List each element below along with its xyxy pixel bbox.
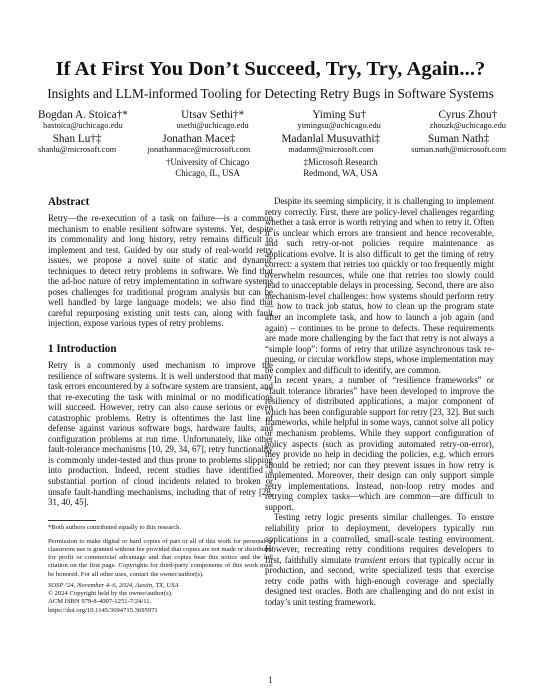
author (282, 133, 381, 154)
affiliation-name: ‡Microsoft Research (303, 157, 378, 167)
doi-link[interactable]: https://doi.org/10.1145/3694715.3695971 (48, 606, 158, 614)
author-email: shanlu@microsoft.com (38, 145, 117, 154)
body-paragraph: In recent years, a number of “resilience frameworks” or “fault tolerance libraries” have been developed to improve the resiliency of distributed applications, a major component of which has been configurable support for retry [23, 32]. But such frameworks, while helpful in some ways, cannot solve all policy or mechanism problems. While they support configuration of policy aspects (such as providing automated retry-on-error), they provide no help in deciding the policies, e.g. which errors should be retried; nor can they prevent issues in how retry is implemented. Moreover, their design can only support simple retry implementations. Instead, non-loop retry modes and retrying complex tasks—which are common—are difficult to support. (265, 375, 494, 512)
author-email: yimingsu@uchicago.edu (297, 121, 381, 130)
affiliation-location: Chicago, IL, USA (175, 168, 240, 178)
author-row-2 (38, 133, 506, 154)
author-email: zhouzk@uchicago.edu (429, 121, 506, 130)
affiliation (166, 157, 249, 179)
body-text: Testing retry logic presents similar challenges. To ensure reliability prior to deployment, developers typically run applications in a controlled, small-scale testing environment. However, recreating retry conditions requires developers to first, faithfully simulate (265, 512, 494, 565)
author-name: Utsav Sethi†* (181, 109, 245, 121)
affiliation-location: Redmond, WA, USA (303, 168, 379, 178)
permission-notice: Permission to make digital or hard copies of part or all of this work for personal or classroom use is granted without fee provided that copies are not made or distributed for profit or commercial advantage and that copies bear this notice and the full citation on the first page. Copyrights for third-party components of this work must be honored. For all other uses, contact the owner/author(s). (48, 537, 273, 578)
author-block (38, 109, 506, 179)
intro-text: Retry is a commonly used mechanism to improve the resilience of software systems. It is well understood that many task errors encountered by a software system are transient, and that re-executing the task with minimal or no modifications will succeed. However, retry can also cause serious or even catastrophic problems. Retry is oftentimes the last line of defense against various software bugs, hardware faults, and configuration problems at run time. Unfortunately, like other fault-tolerance mechanisms [10, 29, 34, 67], retry functionality is commonly under-tested and thus prone to problems slipping into production. Indeed, recent studies have identified a substantial portion of cloud incidents related to broken or unsafe fault-handling mechanisms, including that of retry [28, 31, 40, 45]. (48, 360, 273, 508)
author-email: jonathanmace@microsoft.com (147, 145, 251, 154)
author-name: Madanlal Musuvathi‡ (281, 133, 381, 145)
author (430, 109, 506, 130)
author-email: usethi@uchicago.edu (176, 121, 249, 130)
page-number: 1 (268, 675, 273, 685)
paper-subtitle: Insights and LLM-informed Tooling for Detecting Retry Bugs in Software Systems (47, 86, 494, 101)
author (298, 109, 381, 130)
venue-line: SOSP ’24, November 4–6, 2024, Austin, TX, USA (48, 581, 179, 589)
author (38, 133, 116, 154)
author (147, 133, 250, 154)
affiliation (303, 157, 378, 179)
author-email: bastoica@uchicago.edu (43, 121, 123, 130)
author-row-1 (38, 109, 506, 130)
body-paragraph: Despite its seeming simplicity, it is challenging to implement retry correctly. First, there are policy-level challenges regarding whether a task error is worth retrying and when to retry it. Often it is unclear which errors are transient and hence recoverable, and such retry-or-not policies require maintenance as applications evolve. It is also difficult to get the timing of retry correct: a system that retries too quickly or too frequently might overwhelm resources, while one that retries too slowly could lead to unacceptable delays in processing. Second, there are also mechanism-level challenges: how systems should perform retry — how to track job status, how to clean up the program state after an incomplete task, and how to launch a job again (and again) – continues to be prone to defects. These requirements are made more challenging by the fact that retry is not always a “simple loop”: forms of retry that utilize asynchronous task re-queuing, or circular workflow steps, whose implementation may be complex and difficult to identify, are common. (265, 196, 494, 375)
author-email: madanm@microsoft.com (288, 145, 374, 154)
author (411, 133, 506, 154)
equal-contribution-footnote: *Both authors contributed equally to this research. (48, 523, 182, 531)
author-name: Yiming Su† (312, 109, 367, 121)
abstract-text: Retry—the re-execution of a task on failure—is a common mechanism to enable resilient software systems. Yet, despite its commonality and long history, retry remains difficult to implement and test. Guided by our study of real-world retry issues, we propose a novel suite of static and dynamic techniques to detect retry problems in software. We find that the ad-hoc nature of retry implementation in software systems poses challenges for traditional program analysis but can be well handled by large language models; we also find that careful repurposing existing unit tests can, along with fault injection, expose various types of retry problems. (48, 213, 273, 329)
body-text: errors that typically occur in production, and second, write specialized tests that exercise retry code paths with high-enough coverage and specially designed test oracles. Both are challenging and do not exist in today’s unit testing framework. (265, 554, 494, 607)
author (177, 109, 249, 130)
right-column (265, 196, 494, 607)
footnote-divider (48, 520, 96, 521)
body-paragraph (265, 512, 494, 607)
isbn-line: ACM ISBN 979-8-4007-1251-7/24/11. (48, 598, 152, 606)
affiliations (38, 157, 506, 179)
emphasis-text: transient (354, 554, 386, 565)
author-email: suman.nath@microsoft.com (411, 145, 506, 154)
copyright-line: © 2024 Copyright held by the owner/author(s). (48, 590, 173, 598)
affiliation-name: †University of Chicago (165, 157, 250, 167)
author-name: Shan Lu†‡ (52, 133, 102, 145)
author (38, 109, 128, 130)
author-name: Bogdan A. Stoica†* (38, 109, 128, 121)
paper-title: If At First You Don’t Succeed, Try, Try, Again...? (55, 58, 486, 80)
author-name: Suman Nath‡ (428, 133, 490, 145)
author-name: Jonathan Mace‡ (162, 133, 236, 145)
author-name: Cyrus Zhou† (438, 109, 498, 121)
left-column (48, 196, 273, 615)
intro-heading: 1 Introduction (48, 343, 117, 356)
abstract-heading: Abstract (48, 196, 90, 208)
